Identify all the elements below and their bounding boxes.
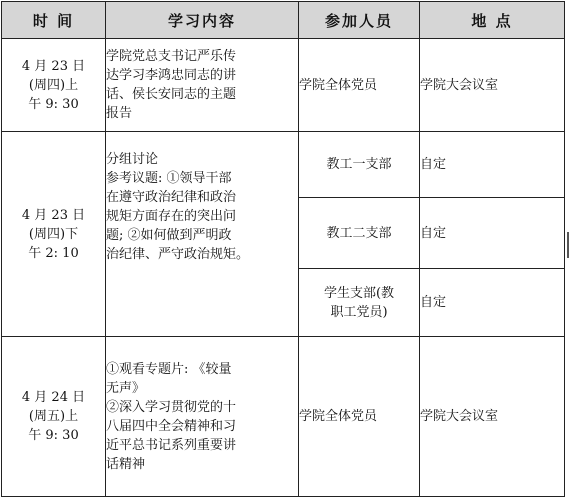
content-cell bbox=[106, 132, 299, 337]
participants-cell bbox=[299, 39, 420, 132]
time-text: 4 月 23 日 (周四)下 午 2: 10 bbox=[21, 207, 86, 261]
participants-text: 学院全体党员 bbox=[299, 409, 378, 424]
time-text: 4 月 23 日 (周四)上 午 9: 30 bbox=[21, 58, 86, 112]
table-row bbox=[2, 337, 565, 497]
location-cell bbox=[420, 337, 565, 497]
time-text: 4 月 24 日 (周五)上 午 9: 30 bbox=[21, 390, 86, 443]
location-cell bbox=[420, 269, 565, 337]
time-cell bbox=[2, 337, 106, 497]
content-cell bbox=[106, 39, 299, 132]
participants-cell bbox=[299, 132, 420, 198]
content-text: 学院党总支书记严乐传 达学习李鸿忠同志的讲 话、侯长安同志的主题 报告 bbox=[106, 49, 237, 121]
header-location: 地 点 bbox=[420, 2, 565, 39]
table-row bbox=[2, 39, 565, 132]
participants-cell bbox=[299, 337, 420, 497]
participants-text: 学生支部(教 职工党员) bbox=[323, 285, 395, 320]
location-text: 自定 bbox=[420, 157, 447, 172]
content-text: 分组讨论 参考议题: ①领导干部 在遵守政治纪律和政治 规矩方面存在的突出问 题; ②如何做到严明政 治纪律、严守政治规矩。 bbox=[106, 152, 250, 262]
time-cell bbox=[2, 132, 106, 337]
location-cell bbox=[420, 132, 565, 198]
header-content: 学习内容 bbox=[106, 2, 299, 39]
location-text: 学院大会议室 bbox=[420, 409, 499, 424]
participants-cell bbox=[299, 269, 420, 337]
participants-text: 学院全体党员 bbox=[299, 77, 378, 93]
header-participants: 参加人员 bbox=[299, 2, 420, 39]
header-time: 时 间 bbox=[2, 2, 106, 39]
location-text: 学院大会议室 bbox=[420, 77, 499, 93]
participants-text: 教工一支部 bbox=[326, 157, 392, 172]
table-row bbox=[2, 132, 565, 198]
location-cell bbox=[420, 198, 565, 269]
study-schedule-table bbox=[1, 1, 565, 497]
location-text: 自定 bbox=[420, 225, 447, 241]
content-cell bbox=[106, 337, 299, 497]
participants-cell bbox=[299, 198, 420, 269]
location-text: 自定 bbox=[420, 295, 447, 310]
location-cell bbox=[420, 39, 565, 132]
time-cell bbox=[2, 39, 106, 132]
content-text: ①观看专题片: 《较量 无声》 ②深入学习贯彻党的十 八届四中全会精神和习 近平总书记系列重要讲 话精神 bbox=[106, 361, 237, 472]
participants-text: 教工二支部 bbox=[326, 225, 392, 241]
header-row bbox=[2, 2, 565, 39]
